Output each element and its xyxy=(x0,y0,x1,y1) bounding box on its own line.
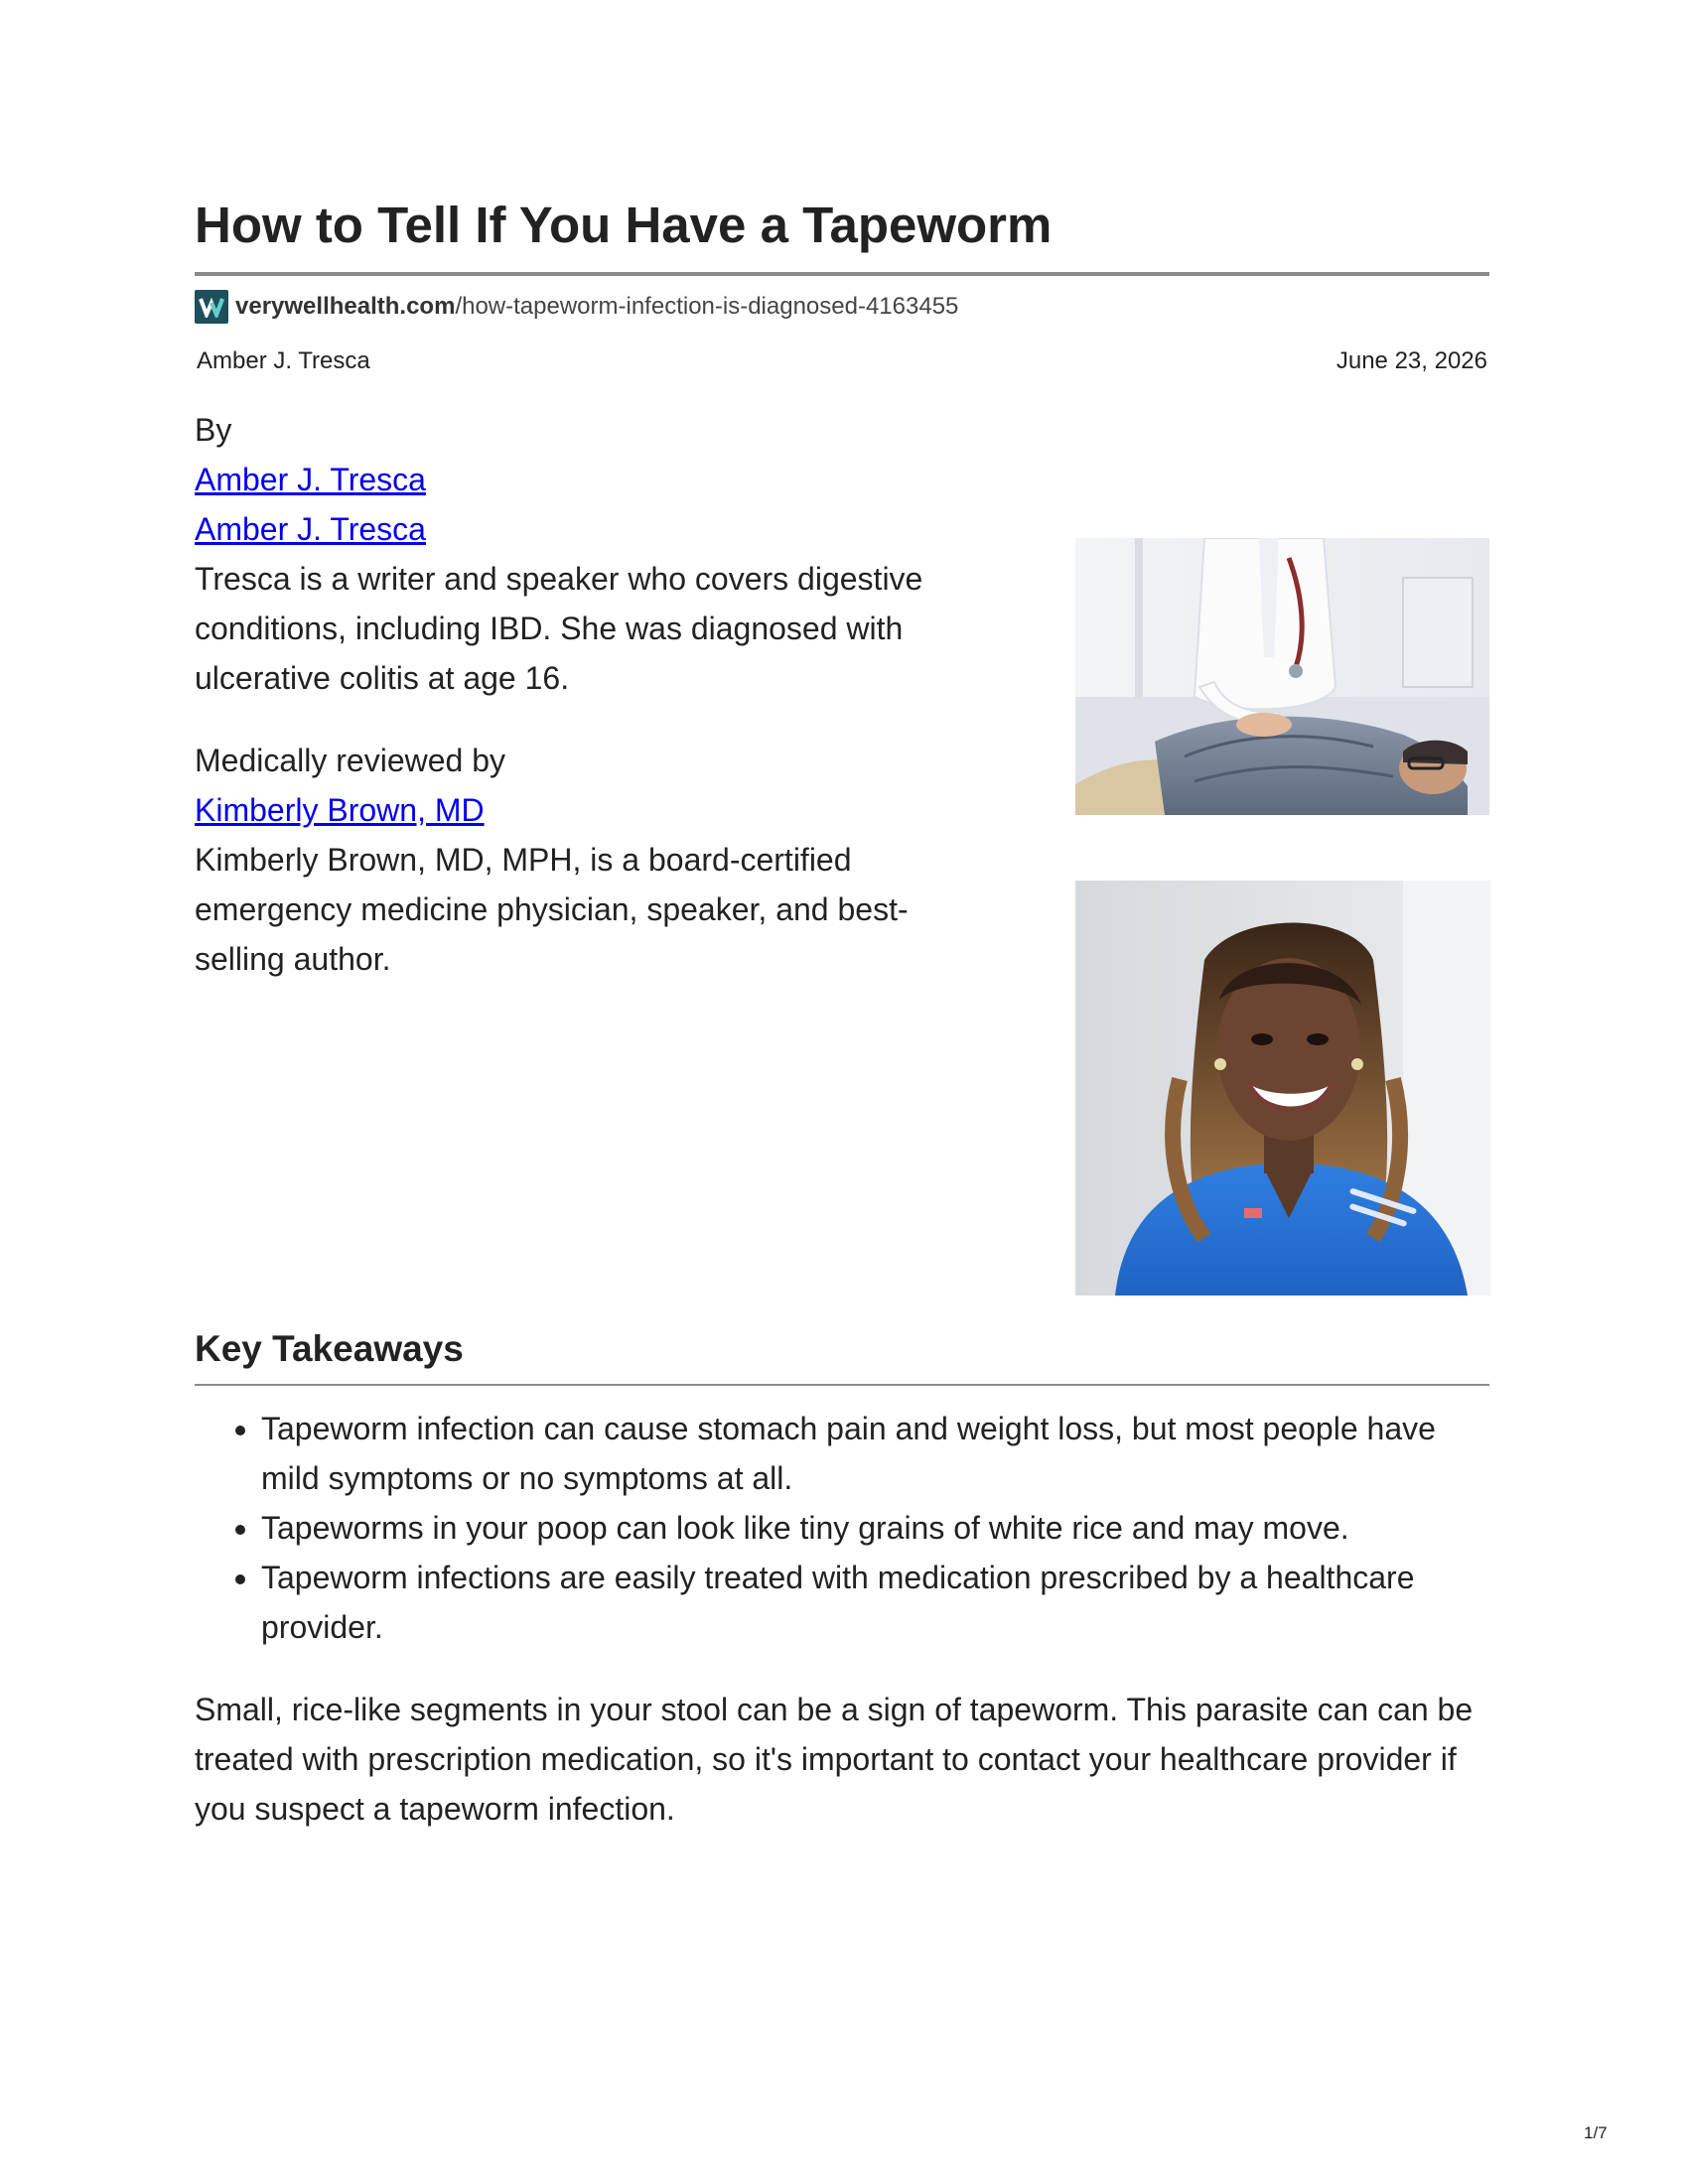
by-label: By xyxy=(195,412,232,448)
author-link[interactable]: Amber J. Tresca xyxy=(195,462,426,497)
reviewer-bio: Kimberly Brown, MD, MPH, is a board-certified emergency medicine physician, speaker, and best-selling author. xyxy=(195,842,909,977)
article-page xyxy=(195,0,1489,2184)
meta-author: Amber J. Tresca xyxy=(197,347,370,374)
author-link-secondary[interactable]: Amber J. Tresca xyxy=(195,511,426,547)
meta-date: June 23, 2026 xyxy=(1336,347,1487,374)
key-takeaways-divider xyxy=(195,1384,1489,1386)
reviewer-portrait xyxy=(1075,881,1490,1296)
source-domain: verywellhealth.com xyxy=(235,293,456,320)
page-number: 1/7 xyxy=(1584,2123,1608,2142)
list-item: • Tapeworm infection can cause stomach pain and weight loss, but most people have mild symptoms or no symptoms at all. xyxy=(261,1404,1489,1503)
key-takeaways-list xyxy=(195,1404,1489,1652)
key-takeaways-heading: Key Takeaways xyxy=(195,1328,464,1369)
title-divider xyxy=(195,272,1489,276)
article-title: How to Tell If You Have a Tapeworm xyxy=(195,197,1053,253)
source-path: /how-tapeworm-infection-is-diagnosed-4163455 xyxy=(455,293,959,320)
intro-paragraph: Small, rice-like segments in your stool can be a sign of tapeworm. This parasite can can be treated with prescription medication, so it's important to contact your healthcare provider if you suspect a tapeworm infection. xyxy=(195,1692,1474,1827)
reviewer-link[interactable]: Kimberly Brown, MD xyxy=(195,792,485,828)
list-item: • Tapeworms in your poop can look like tiny grains of white rice and may move. xyxy=(261,1503,1489,1553)
source-link[interactable] xyxy=(195,289,958,325)
reviewed-label: Medically reviewed by xyxy=(195,743,506,778)
byline xyxy=(195,405,989,984)
author-bio: Tresca is a writer and speaker who covers digestive conditions, including IBD. She was diagnosed with ulcerative colitis at age 16. xyxy=(195,561,923,696)
source-url[interactable] xyxy=(235,293,958,321)
verywellhealth-logo-icon xyxy=(195,290,228,324)
exam-photo xyxy=(1075,538,1489,815)
list-item: • Tapeworm infections are easily treated with medication prescribed by a healthcare provider. xyxy=(261,1553,1489,1652)
